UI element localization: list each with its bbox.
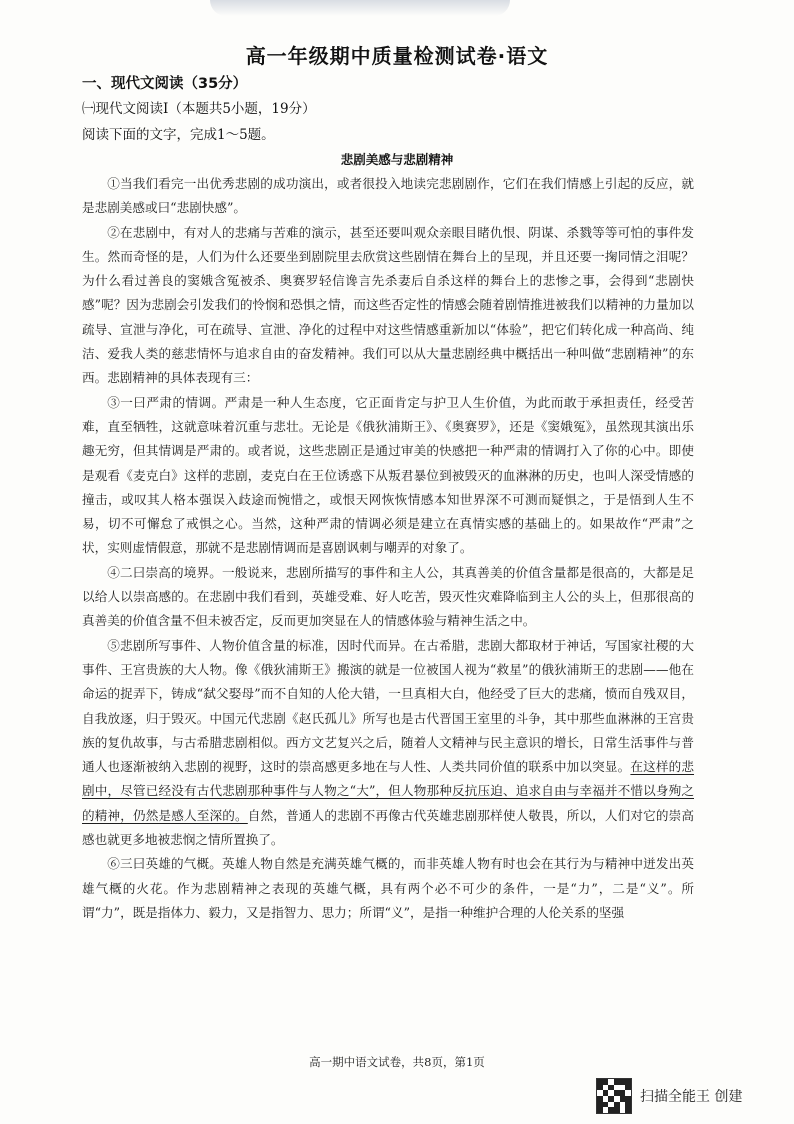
paragraph-5-part-b: 自然，普通人的悲剧不再像古代英雄悲剧那样使人敬畏，所以，人们对它的崇高感也就更多地被悲悯之情所置换了。 — [82, 807, 695, 848]
watermark-text: 扫描全能王 创建 — [640, 1089, 743, 1105]
paragraph-6: ⑥三曰英雄的气概。英雄人物自然是充满英雄气概的，而非英雄人物有时也会在其行为与精神中迸发出英雄气概的火花。作为悲剧精神之表现的英雄气概，具有两个必不可少的条件，一是“力”，二是“义”。所谓“力”，既是指体力、毅力，又是指智力、思力；所谓“义”，是指一种维护合理的人伦关系的坚强 — [82, 856, 694, 920]
article-title: 悲剧美感与悲剧精神 — [340, 152, 454, 167]
subsection-heading: ㈠现代文阅读Ⅰ（本题共5小题，19分） — [82, 101, 316, 117]
scan-artifact — [210, 0, 510, 16]
instruction-text: 阅读下面的文字，完成1～5题。 — [82, 127, 275, 143]
paragraph-1: ①当我们看完一出优秀悲剧的成功演出，或者很投入地读完悲剧剧作，它们在我们情感上引起的反应，就是悲剧美感或曰“悲剧快感”。 — [82, 176, 694, 216]
qr-code-icon — [596, 1078, 632, 1114]
underlined-sentence: 在这样的悲剧中，尽管已经没有古代悲剧那种事件与人物之“大”，但人物那种反抗压迫、追求自由与幸福并不惜以身殉之的精神，仍然是感人至深的。 — [82, 759, 695, 823]
paragraph-2: ②在悲剧中，有对人的悲痛与苦难的演示，甚至还要叫观众亲眼目睹仇恨、阴谋、杀戮等等可怕的事件发生。然而奇怪的是，人们为什么还要坐到剧院里去欣赏这些剧情在舞台上的呈现，并且还要一掬同情之泪呢？为什么看过善良的窦娥含冤被杀、奥赛罗轻信谗言先杀妻后自杀这样的舞台上的悲惨之事，会得到“悲剧快感”呢？因为悲剧会引发我们的怜悯和恐惧之情，而这些否定性的情感会随着剧情推进被我们以精神的力量加以疏导、宣泄与净化，可在疏导、宣泄、净化的过程中对这些情感重新加以“体验”，把它们转化成一种高尚、纯洁、爱我人类的慈悲情怀与追求自由的奋发精神。我们可以从大量悲剧经典中概括出一种叫做“悲剧精神”的东西。悲剧精神的具体表现有三： — [82, 224, 694, 386]
paragraph-5-part-a: ⑤悲剧所写事件、人物价值含量的标准，因时代而异。在古希腊，悲剧大都取材于神话，写国家社稷的大事件、王宫贵族的大人物。像《俄狄浦斯王》搬演的就是一位被国人视为“救星”的俄狄浦斯王的悲剧——他在命运的捉弄下，铸成“弑父娶母”而不自知的人伦大错，一旦真相大白，他经受了巨大的悲痛，愤而自残双目，自我放逐，归于毁灭。中国元代悲剧《赵氏孤儿》所写也是古代晋国王室里的斗争，其中那些血淋淋的王宫贵族的复仇故事，与古希腊悲剧相似。西方文艺复兴之后，随着人文精神与民主意识的增长，日常生活事件与普通人也逐渐被纳入悲剧的视野，这时的崇高感更多地在与人性、人类共同价值的联系中加以突显。 — [82, 637, 694, 775]
exam-title: 高一年级期中质量检测试卷·语文 — [245, 44, 549, 68]
paragraph-4: ④二曰崇高的境界。一般说来，悲剧所描写的事件和主人公，其真善美的价值含量都是很高的，大都是足以给人以崇高感的。在悲剧中我们看到，英雄受难、好人吃苦，毁灭性灾难降临到主人公的头上，但那很高的真善美的价值含量不但未被否定，反而更加突显在人的情感体验与精神生活之中。 — [82, 564, 694, 629]
article-body — [82, 172, 694, 925]
page-footer: 高一期中语文试卷，共8页，第1页 — [309, 1055, 485, 1069]
scanner-watermark — [596, 1076, 776, 1116]
section-heading: 一、现代文阅读（35分） — [82, 76, 248, 92]
paragraph-5 — [82, 634, 694, 853]
paragraph-3: ③一曰严肃的情调。严肃是一种人生态度，它正面肯定与护卫人生价值，为此而敢于承担责任，经受苦难，直至牺牲，这就意味着沉重与悲壮。无论是《俄狄浦斯王》、《奥赛罗》，还是《窦娥冤》，虽然现其演出乐趣无穷，但其情调是严肃的。或者说，这些悲剧正是通过审美的快感把一种严肃的情调打入了你的心中。即使是观看《麦克白》这样的悲剧，麦克白在王位诱惑下从叛君暴位到被毁灭的血淋淋的历史，也叫人深受情感的撞击，或叹其人格本强误入歧途而惋惜之，或恨天网恢恢情感本知世界深不可测而疑惧之，于是悟到人生不易，切不可懈怠了戒惧之心。当然，这种严肃的情调必须是建立在真情实感的基础上的。如果故作“严肃”之状，实则虚情假意，那就不是悲剧情调而是喜剧讽刺与嘲弄的对象了。 — [82, 394, 694, 556]
